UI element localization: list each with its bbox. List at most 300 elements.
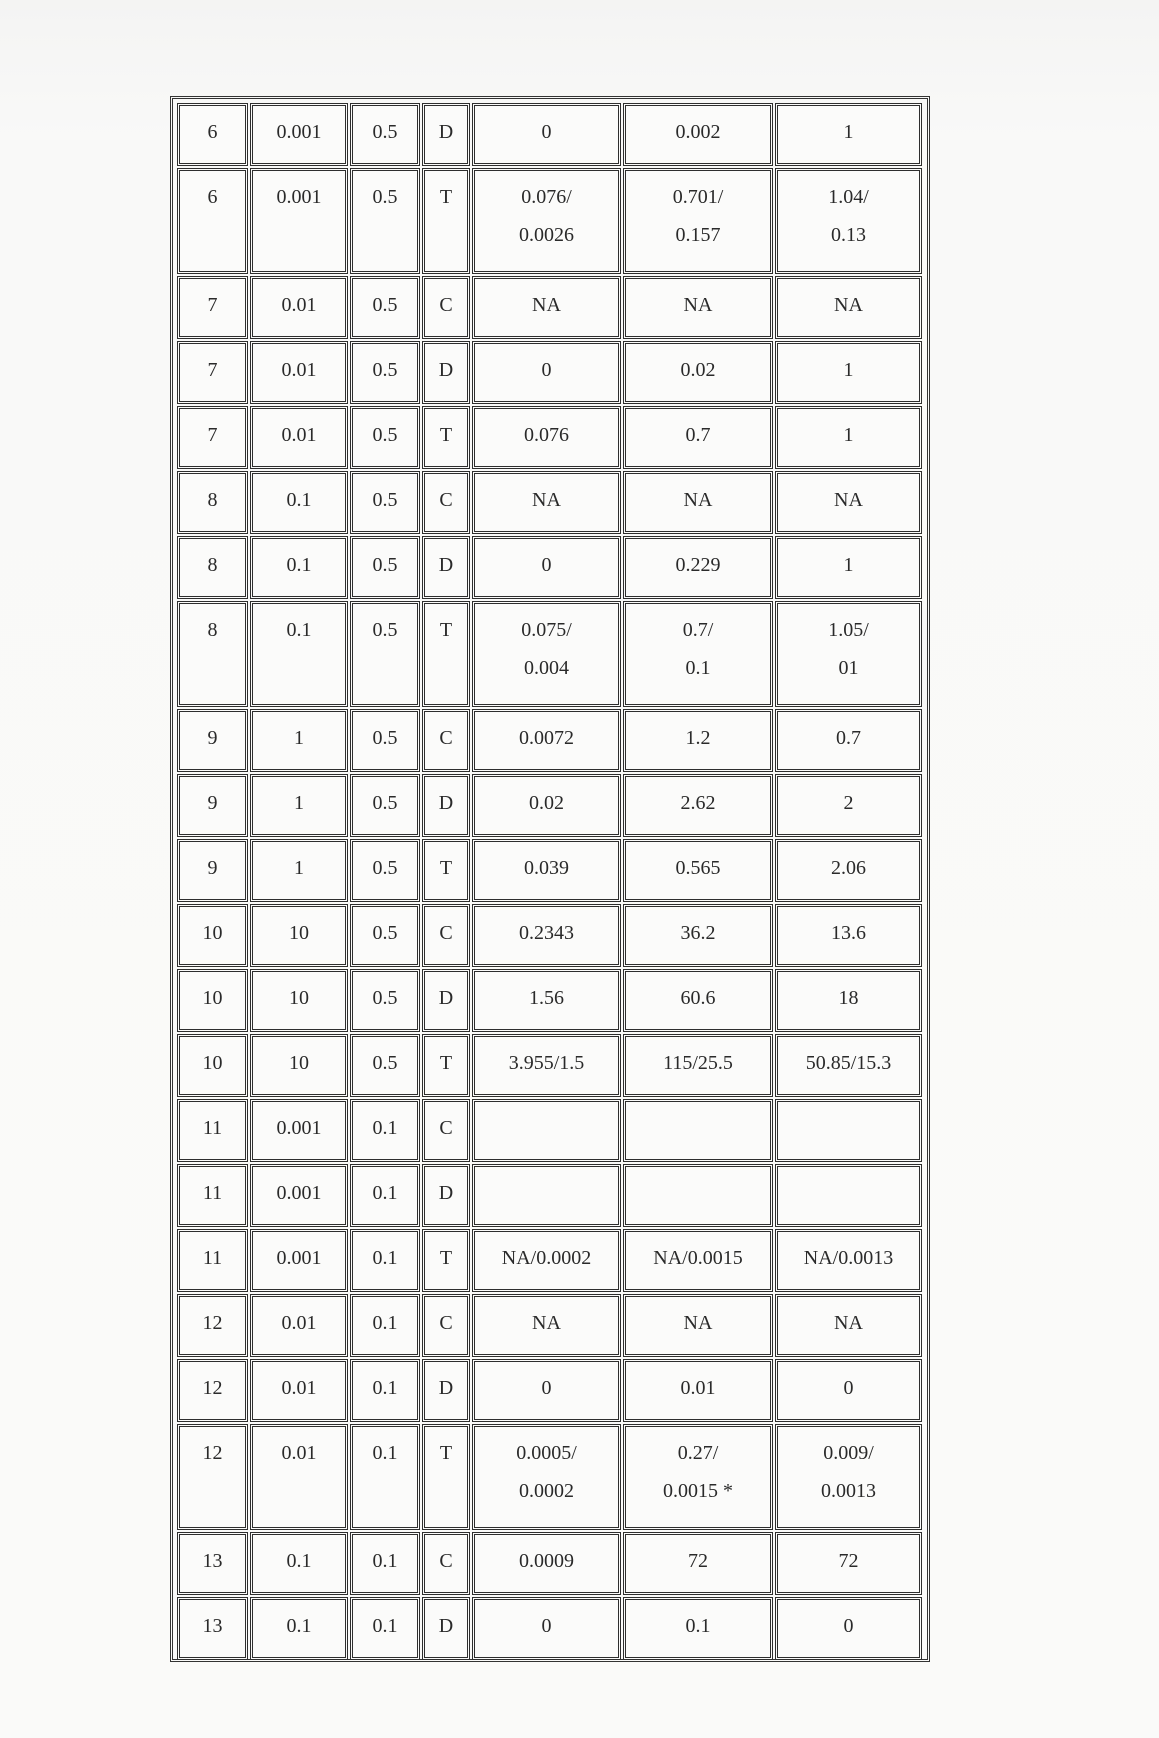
cell-text: T (439, 1052, 453, 1074)
cell-text: 13 (202, 1615, 223, 1637)
table-cell-param-b (350, 1294, 420, 1357)
cell-text: 0.7 (836, 727, 861, 749)
cell-text: 11 (202, 1247, 223, 1269)
cell-text: 0.1 (372, 1442, 398, 1464)
cell-text: 0.1 (372, 1182, 398, 1204)
cell-text: 0.5 (372, 121, 398, 143)
cell-text: 0.13 (831, 224, 866, 246)
table-cell-type (422, 341, 470, 404)
cell-text: T (439, 1247, 453, 1269)
table-cell-type (422, 103, 470, 166)
table-cell-param-a (250, 1532, 348, 1595)
table-cell-type (422, 1532, 470, 1595)
table-cell-param-a (250, 1034, 348, 1097)
table-cell-param-a (250, 471, 348, 534)
table-cell-type (422, 969, 470, 1032)
cell-text: 1.2 (685, 727, 711, 749)
table-cell-value-1 (472, 1424, 621, 1530)
cell-text: 8 (207, 489, 218, 511)
cell-text: 1 (843, 554, 854, 576)
cell-text: C (439, 1550, 453, 1572)
table-cell-case (177, 1099, 248, 1162)
table-cell-param-b (350, 341, 420, 404)
cell-text: 8 (207, 619, 218, 641)
table-cell-param-b (350, 536, 420, 599)
table-cell-value-3 (775, 536, 922, 599)
table-cell-case (177, 904, 248, 967)
table-cell-value-1 (472, 536, 621, 599)
table-cell-value-3 (775, 1099, 922, 1162)
table-cell-value-1 (472, 1099, 621, 1162)
table-cell-case (177, 406, 248, 469)
table-cell-value-3 (775, 1532, 922, 1595)
table-cell-param-a (250, 969, 348, 1032)
table-cell-type (422, 1099, 470, 1162)
table-cell-value-3 (775, 1597, 922, 1660)
table-cell-case (177, 1597, 248, 1660)
table-cell-value-3 (775, 904, 922, 967)
cell-text: NA (532, 489, 561, 511)
cell-text: 0.002 (675, 121, 721, 143)
cell-text: 2.06 (831, 857, 866, 879)
table-cell-value-2 (623, 1597, 773, 1660)
table-cell-param-b (350, 1359, 420, 1422)
table-cell-case (177, 709, 248, 772)
table-cell-value-1 (472, 406, 621, 469)
table-cell-value-1 (472, 471, 621, 534)
table-cell-case (177, 341, 248, 404)
cell-text: 0.5 (372, 857, 398, 879)
cell-text: 10 (202, 987, 223, 1009)
cell-text: 0.0072 (519, 727, 574, 749)
cell-text: 0.1 (685, 657, 711, 679)
cell-text: T (439, 857, 453, 879)
table-cell-param-b (350, 839, 420, 902)
cell-text: 0 (541, 1377, 552, 1399)
cell-text: 2 (843, 792, 854, 814)
table-cell-param-b (350, 471, 420, 534)
table-cell-value-2 (623, 406, 773, 469)
cell-text: C (439, 727, 453, 749)
table-cell-value-3 (775, 341, 922, 404)
table-cell-type (422, 839, 470, 902)
cell-text: 0.5 (372, 186, 398, 208)
cell-text: 0.229 (675, 554, 721, 576)
cell-text: 1 (843, 121, 854, 143)
cell-text: 60.6 (680, 987, 716, 1009)
cell-text: 9 (207, 792, 218, 814)
table-cell-param-a (250, 168, 348, 274)
cell-text: C (439, 1312, 453, 1334)
cell-text: 0.0013 (821, 1480, 876, 1502)
table-cell-type (422, 1229, 470, 1292)
table-cell-type (422, 709, 470, 772)
table-cell-param-b (350, 601, 420, 707)
cell-text: 1.56 (529, 987, 564, 1009)
cell-text: 0.27/ (677, 1442, 719, 1464)
cell-text: 0.7 (685, 424, 711, 446)
table-cell-value-3 (775, 1229, 922, 1292)
table-cell-param-a (250, 1229, 348, 1292)
cell-text: 0 (843, 1615, 854, 1637)
table-cell-type (422, 1294, 470, 1357)
table-cell-param-b (350, 406, 420, 469)
cell-text: D (438, 1182, 454, 1204)
cell-text: 0.075/ (521, 619, 572, 641)
table-cell-case (177, 1532, 248, 1595)
cell-text: 13.6 (831, 922, 866, 944)
cell-text: 0.0009 (519, 1550, 574, 1572)
cell-text: 11 (202, 1117, 223, 1139)
table-cell-case (177, 1294, 248, 1357)
cell-text: 9 (207, 727, 218, 749)
table-cell-param-a (250, 904, 348, 967)
table-cell-value-2 (623, 1164, 773, 1227)
cell-text: 0.1 (372, 1312, 398, 1334)
cell-text: 0.5 (372, 424, 398, 446)
table-cell-param-a (250, 1359, 348, 1422)
cell-text: D (438, 121, 454, 143)
cell-text: 0.5 (372, 792, 398, 814)
cell-text: 0.565 (675, 857, 721, 879)
table-cell-type (422, 601, 470, 707)
cell-text: 0.0002 (519, 1480, 574, 1502)
cell-text: NA (834, 1312, 863, 1334)
table-cell-value-3 (775, 1424, 922, 1530)
cell-text: 0.076/ (521, 186, 572, 208)
table-cell-type (422, 471, 470, 534)
table-cell-value-3 (775, 774, 922, 837)
cell-text: 0.076 (524, 424, 569, 446)
cell-text: 1 (843, 359, 854, 381)
cell-text: 1 (294, 792, 304, 814)
table-cell-value-3 (775, 709, 922, 772)
cell-text: 7 (207, 424, 218, 446)
table-cell-param-b (350, 1229, 420, 1292)
cell-text: 13 (202, 1550, 223, 1572)
table-cell-type (422, 774, 470, 837)
cell-text: 9 (207, 857, 218, 879)
cell-text: 0 (541, 359, 552, 381)
table-cell-case (177, 969, 248, 1032)
table-cell-value-3 (775, 1294, 922, 1357)
cell-text: 10 (289, 922, 309, 944)
table-cell-param-b (350, 1424, 420, 1530)
table-cell-value-2 (623, 1229, 773, 1292)
cell-text: 12 (202, 1312, 223, 1334)
table-cell-type (422, 1034, 470, 1097)
cell-text: 0.5 (372, 727, 398, 749)
table-grid (176, 102, 924, 1656)
table-cell-case (177, 1034, 248, 1097)
cell-text: NA (834, 489, 863, 511)
cell-text: C (439, 1117, 453, 1139)
cell-text: 0.001 (276, 1117, 322, 1139)
table-cell-value-1 (472, 341, 621, 404)
table-cell-value-2 (623, 103, 773, 166)
table-cell-param-a (250, 1294, 348, 1357)
cell-text: 6 (207, 186, 218, 208)
cell-text: 0.5 (372, 359, 398, 381)
table-cell-value-2 (623, 839, 773, 902)
cell-text: 11 (202, 1182, 223, 1204)
cell-text: 0.1 (372, 1615, 398, 1637)
table-cell-type (422, 168, 470, 274)
cell-text: 0.2343 (519, 922, 574, 944)
cell-text: 7 (207, 359, 218, 381)
table-cell-value-1 (472, 601, 621, 707)
table-cell-param-a (250, 1597, 348, 1660)
cell-text: T (439, 619, 453, 641)
cell-text: D (438, 792, 454, 814)
cell-text: 0.1 (286, 1615, 312, 1637)
cell-text: 0.7/ (682, 619, 714, 641)
cell-text: 0.1 (286, 554, 312, 576)
table-cell-param-b (350, 103, 420, 166)
cell-text: 0 (541, 121, 552, 143)
cell-text: T (439, 1442, 453, 1464)
cell-text: 3.955/1.5 (508, 1052, 585, 1074)
table-cell-type (422, 536, 470, 599)
cell-text: 72 (688, 1550, 708, 1572)
table-cell-param-a (250, 601, 348, 707)
table-cell-value-3 (775, 601, 922, 707)
cell-text: 0.039 (524, 857, 569, 879)
table-cell-param-b (350, 774, 420, 837)
table-cell-case (177, 1424, 248, 1530)
cell-text: 72 (838, 1550, 859, 1572)
cell-text: NA (683, 489, 713, 511)
table-cell-param-b (350, 1099, 420, 1162)
table-cell-value-1 (472, 1164, 621, 1227)
cell-text: 0 (541, 554, 552, 576)
cell-text: 10 (289, 1052, 309, 1074)
table-cell-param-a (250, 1424, 348, 1530)
table-cell-value-2 (623, 276, 773, 339)
table-cell-param-b (350, 168, 420, 274)
cell-text: 1.04/ (828, 186, 869, 208)
cell-text: 1.05/ (828, 619, 869, 641)
table-cell-case (177, 774, 248, 837)
cell-text: 0.5 (372, 489, 398, 511)
cell-text: D (438, 987, 454, 1009)
table-cell-param-a (250, 709, 348, 772)
cell-text: 0.001 (276, 121, 322, 143)
table-cell-type (422, 1359, 470, 1422)
table-cell-value-3 (775, 1034, 922, 1097)
cell-text: 0.01 (281, 1312, 317, 1334)
cell-text: D (438, 1377, 454, 1399)
cell-text: 0.01 (680, 1377, 716, 1399)
cell-text: 1 (843, 424, 854, 446)
cell-text: NA (683, 1312, 713, 1334)
table-cell-param-a (250, 1099, 348, 1162)
table-cell-value-3 (775, 839, 922, 902)
table-cell-value-1 (472, 1229, 621, 1292)
table-cell-value-3 (775, 276, 922, 339)
table-cell-type (422, 904, 470, 967)
cell-text: 0.5 (372, 1052, 398, 1074)
table-cell-value-1 (472, 276, 621, 339)
cell-text: 0.5 (372, 554, 398, 576)
table-cell-value-2 (623, 341, 773, 404)
table-cell-param-b (350, 1532, 420, 1595)
cell-text: C (439, 294, 453, 316)
table-cell-type (422, 406, 470, 469)
cell-text: 0.5 (372, 294, 398, 316)
table-cell-type (422, 1424, 470, 1530)
table-cell-case (177, 1164, 248, 1227)
table-cell-value-1 (472, 1294, 621, 1357)
table-cell-case (177, 536, 248, 599)
cell-text: 1 (294, 727, 304, 749)
table-cell-value-2 (623, 1532, 773, 1595)
cell-text: NA/0.0015 (653, 1247, 743, 1269)
cell-text: 0 (541, 1615, 552, 1637)
table-cell-value-3 (775, 969, 922, 1032)
cell-text: 0.5 (372, 922, 398, 944)
cell-text: 50.85/15.3 (805, 1052, 892, 1074)
table-cell-value-3 (775, 103, 922, 166)
cell-text: 0 (843, 1377, 854, 1399)
table-cell-param-a (250, 536, 348, 599)
table-cell-case (177, 839, 248, 902)
table-cell-value-1 (472, 774, 621, 837)
table-cell-case (177, 1359, 248, 1422)
table-cell-value-1 (472, 1532, 621, 1595)
cell-text: 18 (838, 987, 859, 1009)
cell-text: 0.001 (276, 1247, 322, 1269)
table-cell-param-a (250, 103, 348, 166)
table-cell-value-3 (775, 406, 922, 469)
cell-text: 0.1 (286, 619, 312, 641)
cell-text: NA (683, 294, 713, 316)
table-cell-param-b (350, 276, 420, 339)
table-cell-value-1 (472, 969, 621, 1032)
cell-text: 0.01 (281, 359, 317, 381)
cell-text: D (438, 359, 454, 381)
table-cell-case (177, 276, 248, 339)
table-cell-value-1 (472, 1359, 621, 1422)
cell-text: NA (532, 294, 561, 316)
cell-text: 12 (202, 1377, 223, 1399)
cell-text: 10 (202, 1052, 223, 1074)
cell-text: NA (532, 1312, 561, 1334)
cell-text: 10 (289, 987, 309, 1009)
cell-text: C (439, 489, 453, 511)
data-table (170, 96, 930, 1662)
table-cell-value-2 (623, 1424, 773, 1530)
table-cell-value-3 (775, 471, 922, 534)
cell-text: 0.5 (372, 987, 398, 1009)
cell-text: NA/0.0013 (803, 1247, 894, 1269)
cell-text: 0.01 (281, 1377, 317, 1399)
table-cell-param-b (350, 1597, 420, 1660)
table-cell-param-a (250, 1164, 348, 1227)
table-cell-param-a (250, 341, 348, 404)
table-cell-param-b (350, 1034, 420, 1097)
table-cell-value-2 (623, 536, 773, 599)
cell-text: 0.701/ (672, 186, 724, 208)
cell-text: 0.001 (276, 1182, 322, 1204)
table-cell-param-a (250, 276, 348, 339)
table-cell-value-2 (623, 709, 773, 772)
cell-text: 10 (202, 922, 223, 944)
cell-text: 0.1 (286, 489, 312, 511)
cell-text: C (439, 922, 453, 944)
cell-text: 1 (294, 857, 304, 879)
table-cell-type (422, 1164, 470, 1227)
cell-text: 0.0015 * (663, 1480, 733, 1502)
table-cell-param-a (250, 774, 348, 837)
table-cell-value-1 (472, 168, 621, 274)
cell-text: 12 (202, 1442, 223, 1464)
table-cell-value-1 (472, 904, 621, 967)
cell-text: 6 (207, 121, 218, 143)
cell-text: 0.001 (276, 186, 322, 208)
cell-text: NA (834, 294, 863, 316)
table-cell-param-b (350, 1164, 420, 1227)
table-cell-param-a (250, 406, 348, 469)
cell-text: T (439, 186, 453, 208)
table-cell-case (177, 168, 248, 274)
table-cell-case (177, 1229, 248, 1292)
table-cell-value-3 (775, 1164, 922, 1227)
cell-text: 0.1 (372, 1117, 398, 1139)
table-cell-value-2 (623, 601, 773, 707)
table-cell-type (422, 276, 470, 339)
table-cell-value-2 (623, 168, 773, 274)
cell-text: 7 (207, 294, 218, 316)
cell-text: D (438, 1615, 454, 1637)
cell-text: NA/0.0002 (501, 1247, 592, 1269)
cell-text: 0.5 (372, 619, 398, 641)
cell-text: T (439, 424, 453, 446)
table-cell-type (422, 1597, 470, 1660)
table-cell-value-2 (623, 1359, 773, 1422)
cell-text: 0.009/ (823, 1442, 874, 1464)
cell-text: 2.62 (680, 792, 716, 814)
table-cell-value-2 (623, 774, 773, 837)
table-cell-value-2 (623, 1034, 773, 1097)
table-cell-case (177, 601, 248, 707)
cell-text: 0.02 (680, 359, 716, 381)
cell-text: 115/25.5 (663, 1052, 733, 1074)
table-cell-value-1 (472, 839, 621, 902)
cell-text: 0.1 (372, 1247, 398, 1269)
cell-text: 0.004 (524, 657, 569, 679)
cell-text: 36.2 (680, 922, 716, 944)
table-cell-value-1 (472, 1034, 621, 1097)
table-cell-value-2 (623, 904, 773, 967)
cell-text: D (438, 554, 454, 576)
table-cell-value-1 (472, 103, 621, 166)
table-cell-value-2 (623, 471, 773, 534)
cell-text: 0.157 (675, 224, 721, 246)
table-cell-case (177, 103, 248, 166)
cell-text: 0.1 (286, 1550, 312, 1572)
cell-text: 0.0005/ (516, 1442, 577, 1464)
cell-text: 01 (838, 657, 859, 679)
table-cell-value-3 (775, 1359, 922, 1422)
table-cell-value-3 (775, 168, 922, 274)
table-cell-param-b (350, 904, 420, 967)
table-cell-value-1 (472, 709, 621, 772)
cell-text: 0.01 (281, 1442, 317, 1464)
cell-text: 0.1 (372, 1550, 398, 1572)
table-cell-param-b (350, 969, 420, 1032)
table-cell-value-1 (472, 1597, 621, 1660)
